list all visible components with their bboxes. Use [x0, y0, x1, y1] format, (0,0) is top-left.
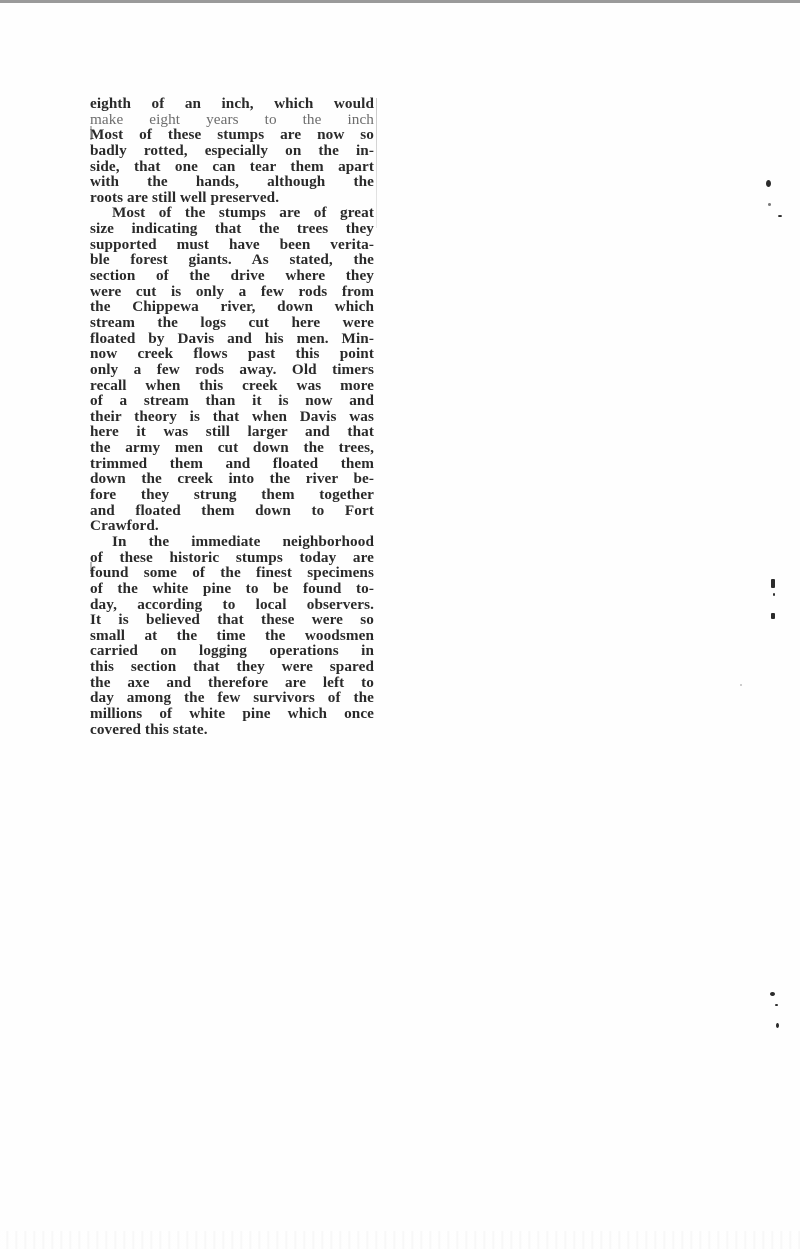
scan-speck: [766, 180, 771, 187]
article-line: Most of these stumps are now so: [90, 127, 374, 143]
article-column: [90, 96, 374, 737]
article-line: with the hands, although the: [90, 174, 374, 190]
article-line: Crawford.: [90, 518, 159, 534]
scan-speck: [776, 1023, 779, 1028]
scan-speck: [771, 613, 775, 619]
article-line: section of the drive where they: [90, 268, 374, 284]
article-line: stream the logs cut here were: [90, 314, 374, 331]
article-line: down the creek into the river be-: [90, 471, 374, 488]
article-line: this section that they were spared: [90, 659, 374, 675]
article-line: of a stream than it is now and: [90, 393, 374, 409]
scan-speck: [740, 684, 742, 686]
article-line: ble forest giants. As stated, the: [90, 252, 374, 269]
article-line: millions of white pine which once: [90, 705, 374, 722]
article-line: the axe and therefore are left to: [90, 674, 374, 691]
scan-grain: [0, 1231, 800, 1249]
article-line: In the immediate neighborhood: [112, 533, 374, 550]
scan-speck: [775, 1004, 778, 1006]
article-line: the army men cut down the trees,: [90, 440, 374, 456]
scan-speck: [778, 215, 782, 217]
top-border-rule: [0, 0, 800, 3]
article-line: were cut is only a few rods from: [90, 283, 374, 300]
article-line: recall when this creek was more: [90, 377, 374, 394]
article-line: size indicating that the trees they: [90, 221, 374, 237]
article-line: floated by Davis and his men. Min-: [90, 330, 374, 347]
column-rule: [376, 98, 377, 228]
article-line: covered this state.: [90, 721, 208, 738]
article-line: make eight years to the inch: [90, 111, 374, 128]
article-line: day, according to local observers.: [90, 596, 374, 613]
scan-speck: [770, 992, 775, 996]
article-line: only a few rods away. Old timers: [90, 361, 374, 378]
article-line: of these historic stumps today are: [90, 549, 374, 566]
article-line: and floated them down to Fort: [90, 502, 374, 519]
article-line: side, that one can tear them apart: [90, 158, 374, 175]
article-line: the Chippewa river, down which: [90, 299, 374, 315]
article-line: carried on logging operations in: [90, 643, 374, 660]
article-line: eighth of an inch, which would: [90, 96, 374, 112]
scan-speck: [768, 203, 771, 206]
article-line: It is believed that these were so: [90, 612, 374, 628]
article-line: badly rotted, especially on the in-: [90, 142, 374, 159]
article-line: of the white pine to be found to-: [90, 580, 374, 597]
scan-speck: [771, 579, 775, 588]
article-line: here it was still larger and that: [90, 424, 374, 441]
article-line: fore they strung them together: [90, 487, 374, 503]
article-line: supported must have been verita-: [90, 236, 374, 253]
article-line: small at the time the woodsmen: [90, 627, 374, 644]
article-line: their theory is that when Davis was: [90, 408, 374, 425]
article-line: day among the few survivors of the: [90, 690, 374, 706]
article-line: found some of the finest specimens: [90, 565, 374, 581]
article-line: roots are still well preserved.: [90, 189, 280, 206]
article-line: Most of the stumps are of great: [112, 205, 374, 222]
scan-speck: [773, 593, 775, 596]
article-line: trimmed them and floated them: [90, 455, 374, 472]
article-line: now creek flows past this point: [90, 346, 374, 362]
